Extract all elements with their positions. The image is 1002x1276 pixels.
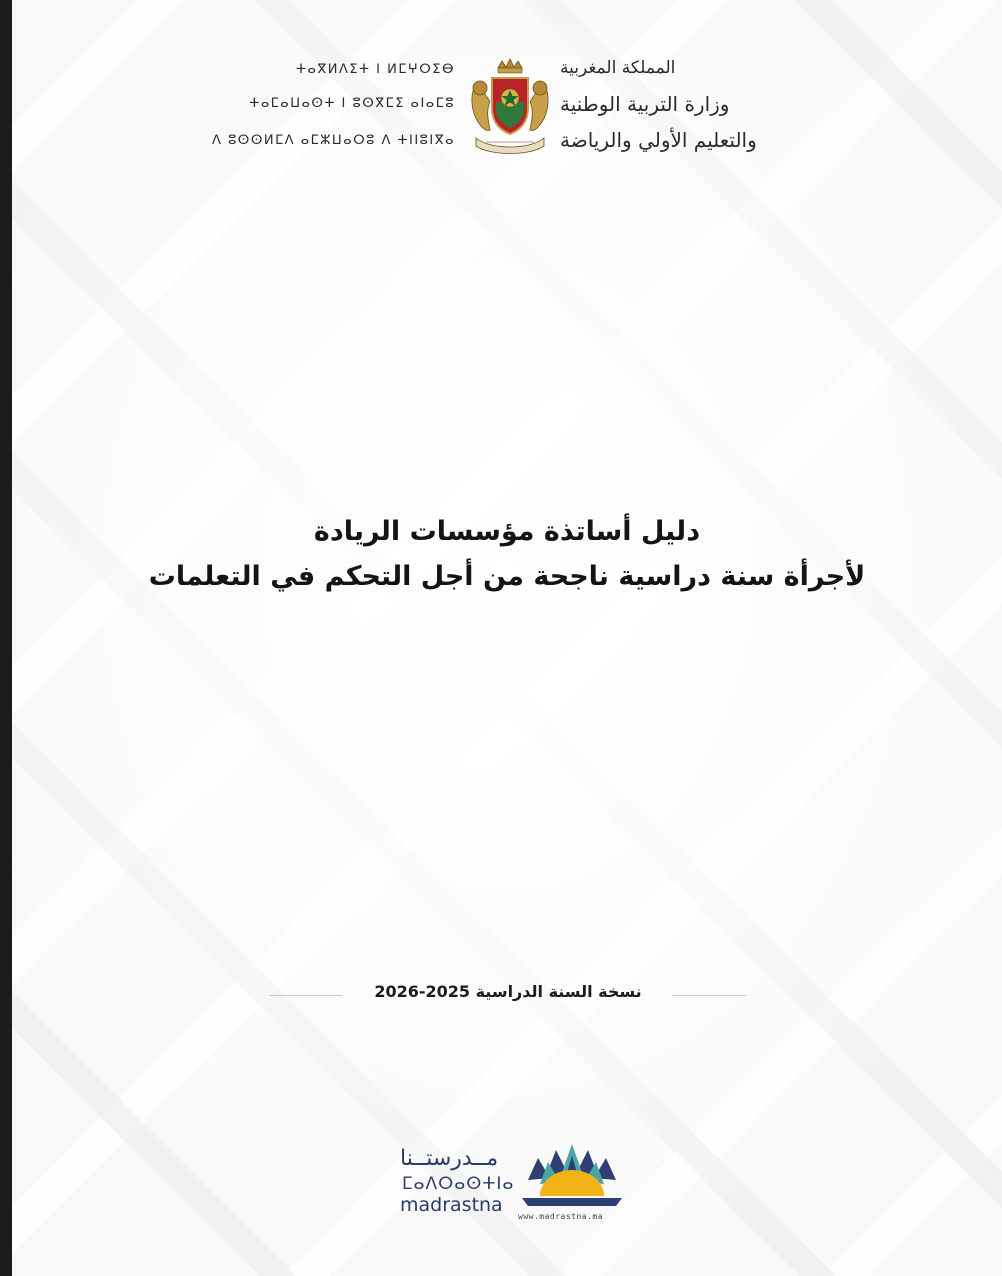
document-page xyxy=(12,0,1002,1276)
arabic-line-2: وزارة التربية الوطنية xyxy=(560,92,730,116)
brand-tifinagh-name: ⵎⴰⴷⵔⴰⵙⵜⵏⴰ xyxy=(402,1174,515,1194)
viewer-left-frame xyxy=(0,0,12,1276)
madrastna-lotus-logo-icon xyxy=(516,1140,628,1212)
arabic-line-1: المملكة المغربية xyxy=(560,58,676,78)
tifinagh-line-2: ⵜⴰⵎⴰⵡⴰⵙⵜ ⵏ ⵓⵙⴳⵎⵉ ⴰⵏⴰⵎⵓ xyxy=(249,96,455,111)
brand-website: www.madrastna.ma xyxy=(518,1212,604,1221)
document-title-line-1: دليل أساتذة مؤسسات الريادة xyxy=(313,516,701,547)
moroccan-coat-of-arms-icon xyxy=(466,58,554,158)
page-background-pattern xyxy=(12,0,1002,1276)
edition-label: نسخة السنة الدراسية 2025-2026 xyxy=(374,982,642,1001)
brand-arabic-name: مــدرستــنا xyxy=(400,1146,499,1171)
brand-latin-name: madrastna xyxy=(400,1194,503,1216)
madrastna-brand xyxy=(400,1140,620,1230)
document-title-line-2: لأجرأة سنة دراسية ناجحة من أجل التحكم في التعلمات xyxy=(148,561,866,592)
tifinagh-line-3: ⴷ ⵓⵙⵙⵍⵎⴷ ⴰⵎⵣⵡⴰⵔⵓ ⴷ ⵜⵏⵏⵓⵏⴳⴰ xyxy=(212,133,455,148)
edition-row xyxy=(270,978,746,1012)
tifinagh-line-1: ⵜⴰⴳⵍⴷⵉⵜ ⵏ ⵍⵎⵖⵔⵉⴱ xyxy=(295,62,455,77)
ministry-header xyxy=(12,50,1002,160)
arabic-line-3: والتعليم الأولي والرياضة xyxy=(560,128,757,152)
edition-divider-right xyxy=(672,995,746,996)
